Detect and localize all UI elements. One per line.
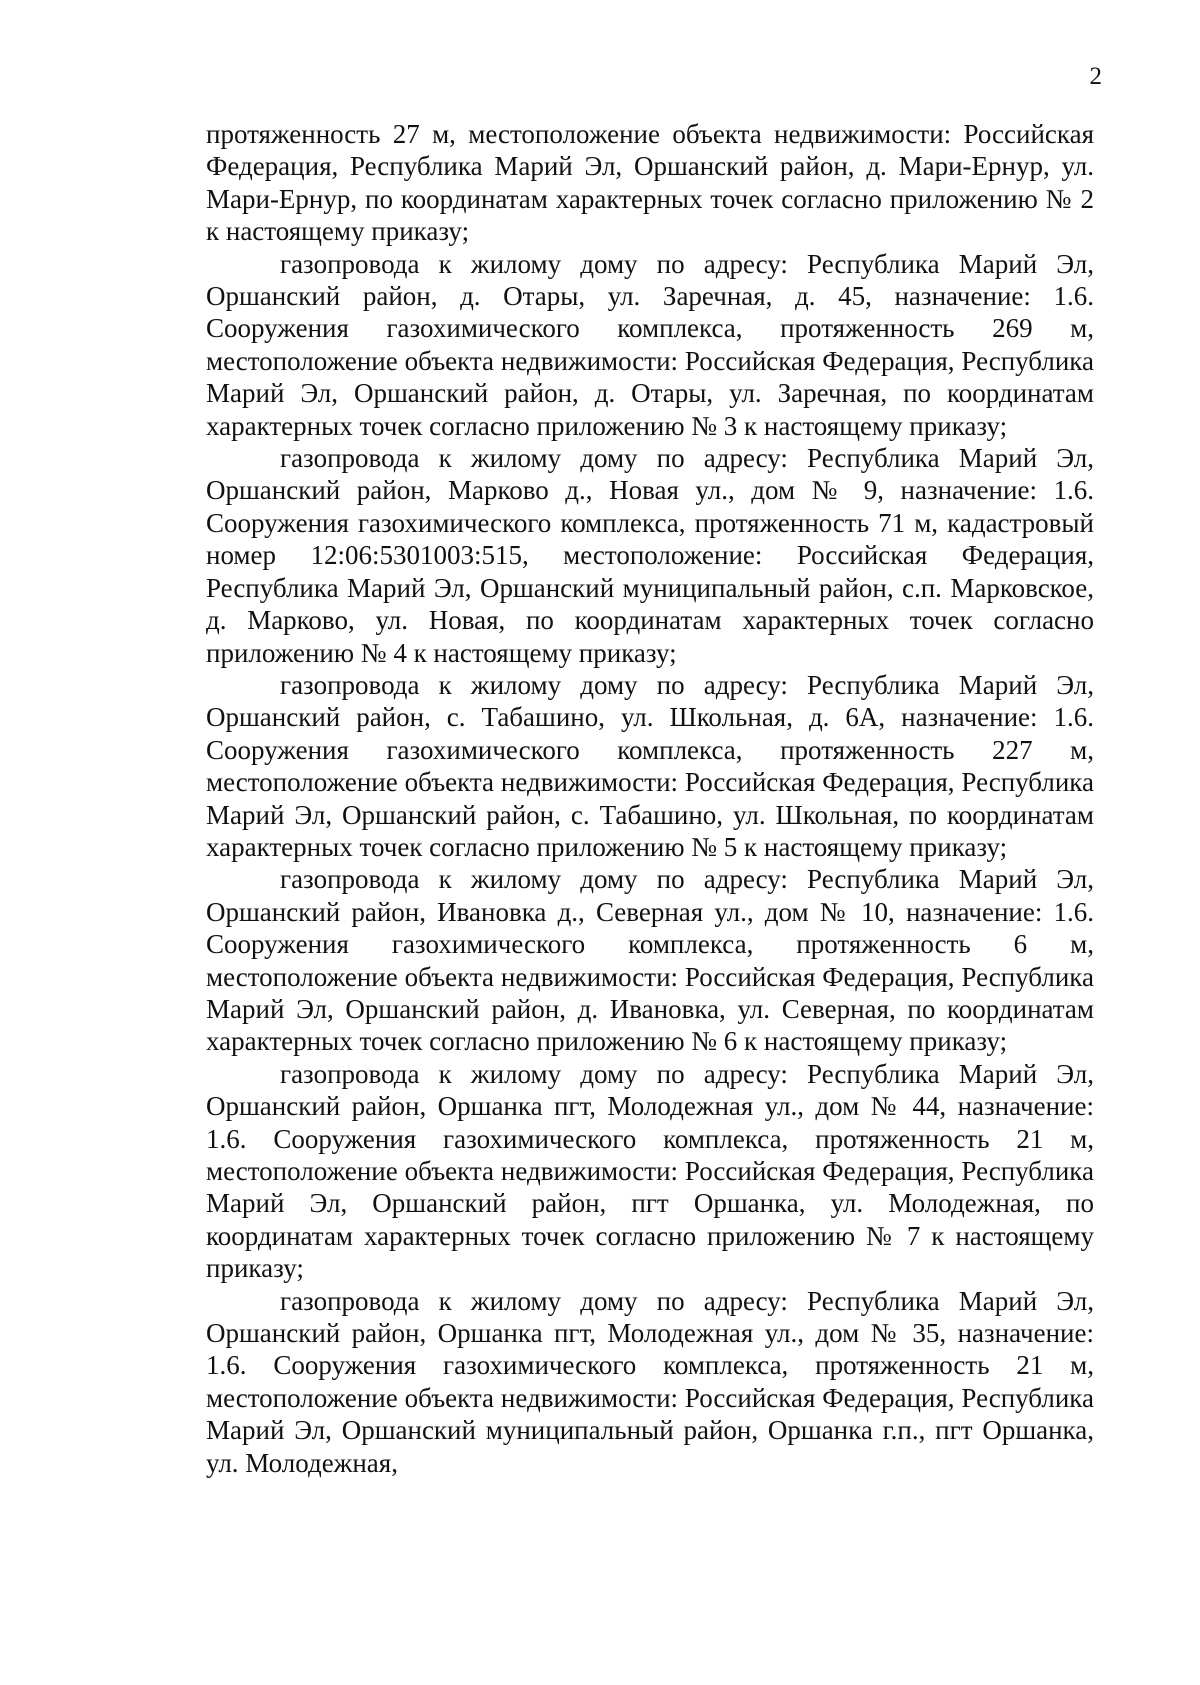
paragraph-gas-pipeline-orshanka-35: газопровода к жилому дому по адресу: Республика Марий Эл, Оршанский район, Оршанка пгт, Молодежная ул., дом № 35, назначение: 1.6. Сооружения газохимического комплекса, протяженность 21 м, местоположение объекта недвижимости: Российская Федерация, Республика Марий Эл, Оршанский муниципальный район, Оршанка г.п., пгт Оршанка, ул. Молодежная, bbox=[206, 1285, 1094, 1478]
document-body bbox=[206, 118, 1094, 1479]
paragraph-gas-pipeline-markovo: газопровода к жилому дому по адресу: Республика Марий Эл, Оршанский район, Марково д., Новая ул., дом № 9, назначение: 1.6. Сооружения газохимического комплекса, протяженность 71 м, кадастровый номер 12:06:5301003:515, местоположение: Российская Федерация, Республика Марий Эл, Оршанский муниципальный район, с.п. Марковское, д. Марково, ул. Новая, по координатам характерных точек согласно приложению № 4 к настоящему приказу; bbox=[206, 443, 1094, 668]
paragraph-continuation: протяженность 27 м, местоположение объекта недвижимости: Российская Федерация, Республика Марий Эл, Оршанский район, д. Мари-Ернур, ул. Мари-Ернур, по координатам характерных точек согласно приложению № 2 к настоящему приказу; bbox=[206, 119, 1094, 247]
paragraph-gas-pipeline-otary: газопровода к жилому дому по адресу: Республика Марий Эл, Оршанский район, д. Отары, ул. Заречная, д. 45, назначение: 1.6. Сооружения газохимического комплекса, протяженность 269 м, местоположение объекта недвижимости: Российская Федерация, Республика Марий Эл, Оршанский район, д. Отары, ул. Заречная, по координатам характерных точек согласно приложению № 3 к настоящему приказу; bbox=[206, 248, 1094, 441]
paragraph-gas-pipeline-ivanovka: газопровода к жилому дому по адресу: Республика Марий Эл, Оршанский район, Ивановка д., Северная ул., дом № 10, назначение: 1.6. Сооружения газохимического комплекса, протяженность 6 м, местоположение объекта недвижимости: Российская Федерация, Республика Марий Эл, Оршанский район, д. Ивановка, ул. Северная, по координатам характерных точек согласно приложению № 6 к настоящему приказу; bbox=[206, 864, 1094, 1057]
page-number: 2 bbox=[1089, 63, 1102, 90]
paragraph-gas-pipeline-tabashino: газопровода к жилому дому по адресу: Республика Марий Эл, Оршанский район, с. Табашино, ул. Школьная, д. 6А, назначение: 1.6. Сооружения газохимического комплекса, протяженность 227 м, местоположение объекта недвижимости: Российская Федерация, Республика Марий Эл, Оршанский район, с. Табашино, ул. Школьная, по координатам характерных точек согласно приложению № 5 к настоящему приказу; bbox=[206, 669, 1094, 862]
paragraph-gas-pipeline-orshanka-44: газопровода к жилому дому по адресу: Республика Марий Эл, Оршанский район, Оршанка пгт, Молодежная ул., дом № 44, назначение: 1.6. Сооружения газохимического комплекса, протяженность 21 м, местоположение объекта недвижимости: Российская Федерация, Республика Марий Эл, Оршанский район, пгт Оршанка, ул. Молодежная, по координатам характерных точек согласно приложению № 7 к настоящему приказу; bbox=[206, 1058, 1094, 1284]
